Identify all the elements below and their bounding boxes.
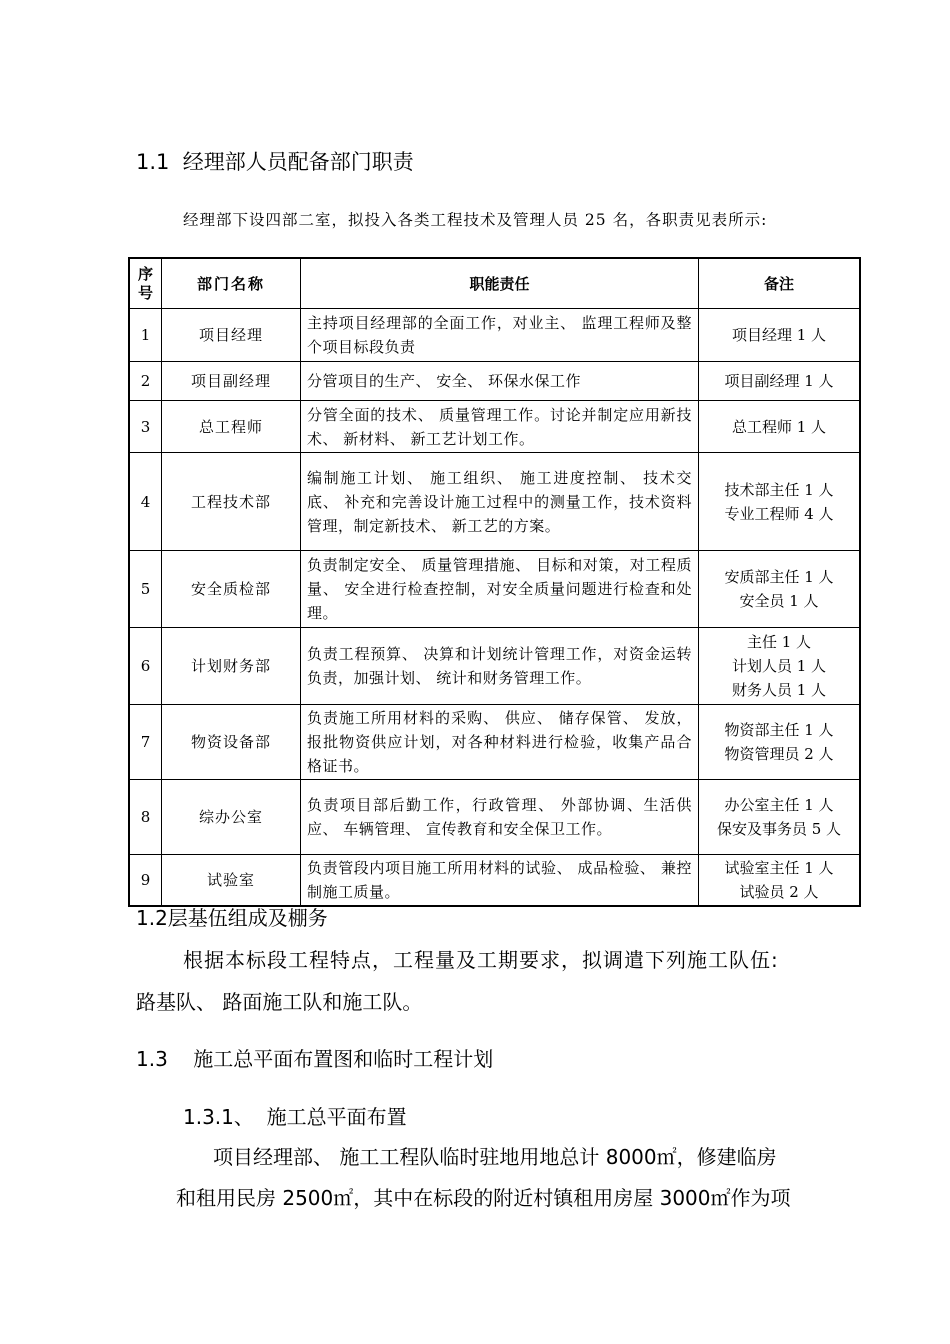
department-duty-table <box>128 257 861 907</box>
table-header-row <box>129 258 860 309</box>
row-note <box>699 362 861 401</box>
row-number: 4 <box>129 453 162 551</box>
section-1-3-1-title: 施工总平面布置 <box>266 1105 407 1129</box>
row-duty: 负责项目部后勤工作，行政管理、 外部协调、生活供应、 车辆管理、 宣传教育和安全保卫工作。 <box>301 780 699 855</box>
section-1-1-intro: 经理部下设四部二室，拟投入各类工程技术及管理人员 25 名，各职责见表所示: <box>183 211 768 229</box>
note-line: 试验室主任 1 人 <box>724 858 834 877</box>
row-duty: 分管项目的生产、 安全、 环保水保工作 <box>301 362 699 401</box>
note-line: 安全员 1 人 <box>739 592 819 610</box>
note-line: 安质部主任 1 人 <box>724 568 834 586</box>
row-duty: 负责工程预算、 决算和计划统计管理工作，对资金运转负责，加强计划、 统计和财务管理工作。 <box>301 628 699 705</box>
row-note <box>699 628 861 705</box>
section-1-1-number: 1.1 <box>136 150 170 174</box>
row-note <box>699 551 861 628</box>
note-line: 主任 1 人 <box>746 633 812 651</box>
note-line: 项目副经理 1 人 <box>724 372 834 390</box>
table-row <box>129 401 860 453</box>
row-department: 综办公室 <box>162 780 301 855</box>
note-line: 项目经理 1 人 <box>731 326 827 344</box>
row-department: 试验室 <box>162 855 301 906</box>
header-no: 序号 <box>129 258 162 309</box>
row-number: 5 <box>129 551 162 628</box>
row-number: 2 <box>129 362 162 401</box>
row-department: 计划财务部 <box>162 628 301 705</box>
note-line: 物资管理员 2 人 <box>724 745 834 763</box>
note-line: 保安及事务员 5 人 <box>716 820 842 838</box>
row-number: 8 <box>129 780 162 855</box>
note-line: 专业工程师 4 人 <box>724 504 834 523</box>
header-duty: 职能责任 <box>301 258 699 309</box>
section-1-1-heading <box>136 146 414 176</box>
section-1-3-title: 施工总平面布置图和临时工程计划 <box>193 1047 494 1071</box>
table-row <box>129 453 860 551</box>
section-1-2-line2: 路基队、 路面施工队和施工队。 <box>136 990 423 1014</box>
note-line: 技术部主任 1 人 <box>724 480 834 499</box>
note-line: 计划人员 1 人 <box>731 657 827 675</box>
note-line: 总工程师 1 人 <box>731 417 827 436</box>
row-number: 6 <box>129 628 162 705</box>
row-note <box>699 780 861 855</box>
row-number: 1 <box>129 309 162 362</box>
section-1-1-title: 经理部人员配备部门职责 <box>182 150 414 174</box>
table-row <box>129 551 860 628</box>
row-number: 3 <box>129 401 162 453</box>
row-department: 总工程师 <box>162 401 301 453</box>
table-row <box>129 628 860 705</box>
header-note: 备注 <box>699 258 861 309</box>
row-duty: 负责管段内项目施工所用材料的试验、 成品检验、 兼控制施工质量。 <box>301 855 699 906</box>
row-note <box>699 401 861 453</box>
table-row <box>129 362 860 401</box>
section-1-3-1-line1: 项目经理部、 施工工程队临时驻地用地总计 8000㎡，修建临房 <box>213 1145 777 1169</box>
section-1-3-number: 1.3 <box>136 1047 168 1071</box>
row-duty: 负责施工所用材料的采购、 供应、 储存保管、 发放，报批物资供应计划，对各种材料进行检验，收集产品合格证书。 <box>301 705 699 780</box>
section-1-3-1-heading <box>183 1101 407 1130</box>
row-department: 项目副经理 <box>162 362 301 401</box>
row-duty: 编制施工计划、 施工组织、 施工进度控制、 技术交底、 补充和完善设计施工过程中的测量工作，技术资料管理，制定新技术、 新工艺的方案。 <box>301 453 699 551</box>
row-number: 7 <box>129 705 162 780</box>
section-1-3-1-line2: 和租用民房 2500㎡，其中在标段的附近村镇租用房屋 3000㎡作为项 <box>176 1186 791 1210</box>
row-note <box>699 855 861 906</box>
note-line: 物资部主任 1 人 <box>724 721 834 739</box>
table-body <box>129 309 860 906</box>
row-note <box>699 309 861 362</box>
row-department: 安全质检部 <box>162 551 301 628</box>
section-1-2-heading: 1.2层基伍组成及棚务 <box>136 906 328 930</box>
section-1-3-heading <box>136 1043 493 1072</box>
note-line: 财务人员 1 人 <box>731 681 827 699</box>
row-department: 工程技术部 <box>162 453 301 551</box>
header-dept: 部门名称 <box>162 258 301 309</box>
section-1-2-line1: 根据本标段工程特点，工程量及工期要求，拟调遣下列施工队伍: <box>183 948 779 972</box>
row-note <box>699 705 861 780</box>
table-row <box>129 309 860 362</box>
table-row <box>129 855 860 906</box>
note-line: 办公室主任 1 人 <box>724 796 834 814</box>
table-row <box>129 705 860 780</box>
row-department: 物资设备部 <box>162 705 301 780</box>
row-duty: 负责制定安全、 质量管理措施、 目标和对策，对工程质量、 安全进行检查控制，对安全质量问题进行检查和处理。 <box>301 551 699 628</box>
row-number: 9 <box>129 855 162 906</box>
table-row <box>129 780 860 855</box>
row-note <box>699 453 861 551</box>
row-duty: 分管全面的技术、 质量管理工作。讨论并制定应用新技术、 新材料、 新工艺计划工作。 <box>301 401 699 453</box>
row-duty: 主持项目经理部的全面工作，对业主、 监理工程师及整个项目标段负责 <box>301 309 699 362</box>
section-1-3-1-number: 1.3.1、 <box>183 1105 254 1129</box>
note-line: 试验员 2 人 <box>739 882 819 901</box>
row-department: 项目经理 <box>162 309 301 362</box>
